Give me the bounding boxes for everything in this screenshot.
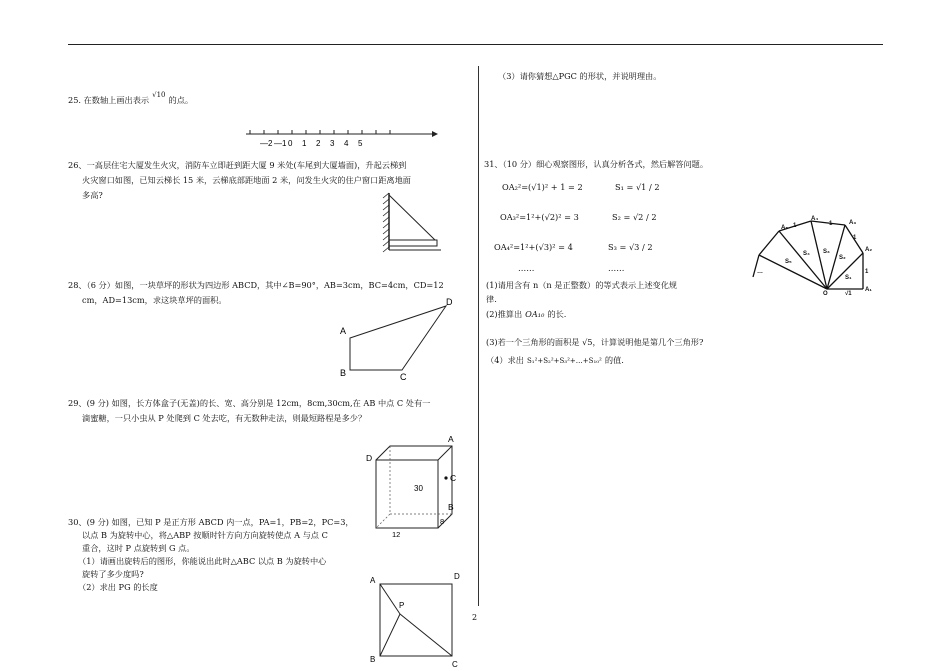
number-line-label: 4 xyxy=(344,139,349,148)
ladder-figure xyxy=(375,190,445,256)
svg-text:S₁: S₁ xyxy=(845,275,852,281)
svg-text:1: 1 xyxy=(853,235,857,241)
q31-eq-1-right: S₁ = √1 / 2 xyxy=(615,182,660,192)
q29-label-d: D xyxy=(366,453,373,463)
q26-text: 26、一高层住宅大厦发生火灾，消防车立即赶到距大厦 9 米处(车尾到大厦墙面)，升起云梯到 火灾窗口如图，已知云梯长 15 米，云梯底部距地面 2 米，问发生火灾的住户窗口距离地面 多高? xyxy=(68,160,411,200)
q31-part1: (1)请用含有 n（n 是正整数）的等式表示上述变化规 律. xyxy=(486,280,678,304)
svg-text:A₄: A₄ xyxy=(811,216,819,222)
q30-sub3: （3）请你猜想△PGC 的形状，并说明理由。 xyxy=(498,71,662,81)
q30-text: 30、(9 分) 如图，已知 P 是正方形 ABCD 内一点，PA=1，PB=2，PC=3， 以点 B 为旋转中心，将△ABP 按顺时针方向方向旋转使点 A 与点 C 重合，这时 P 点旋转到 G 点。 （1）请画出旋转后的图形，你能说出此时△ABC 以点 B 为旋转中心 旋转了多少度吗? （2）求出 PG 的长度 xyxy=(68,517,354,592)
q31-eq-2-left: OA₃²=1²+(√2)² = 3 xyxy=(500,212,579,222)
q28-label-c: C xyxy=(400,372,407,382)
svg-text:A₁: A₁ xyxy=(865,287,872,293)
svg-text:A₂: A₂ xyxy=(865,247,872,253)
q25-text: 25. 在数轴上画出表示 √10 的点。 xyxy=(68,91,194,105)
q30-label-c: C xyxy=(452,660,458,669)
number-line-label: —2 xyxy=(260,139,273,148)
column-divider xyxy=(478,66,479,606)
svg-text:S₂: S₂ xyxy=(839,255,846,261)
q30-label-b: B xyxy=(370,655,376,664)
q29-label-height: 30 xyxy=(414,484,423,493)
svg-text:S₃: S₃ xyxy=(823,249,830,255)
number-line-label: 2 xyxy=(316,139,321,148)
q31-part3: (3)若一个三角形的面积是 √5，计算说明他是第几个三角形? xyxy=(486,337,704,347)
svg-text:S₅: S₅ xyxy=(785,259,792,265)
page-number: 2 xyxy=(472,613,478,622)
q31-eq-3-right: S₃ = √3 / 2 xyxy=(608,242,653,252)
svg-text:A₅: A₅ xyxy=(781,225,789,231)
q29-label-a: A xyxy=(448,434,454,444)
quadrilateral-figure xyxy=(336,294,461,384)
q28-label-b: B xyxy=(340,368,347,378)
q31-eq-2-right: S₂ = √2 / 2 xyxy=(612,212,657,222)
q29-label-length: 12 xyxy=(392,530,401,539)
q31-part4: （4）求出 S₁²+S₂²+S₃²+…+S₁₀² 的值. xyxy=(486,355,624,365)
number-line-label: 0 xyxy=(288,139,293,148)
q31-title: 31、（10 分）细心观察图形，认真分析各式，然后解答问题。 xyxy=(484,159,709,169)
square-figure xyxy=(364,570,469,670)
q29-text: 29、(9 分) 如图，长方体盒子(无盖)的长、宽、高分别是 12cm，8cm,30cm,在 AB 中点 C 处有一 滴蜜糖，一只小虫从 P 处爬到 C 处去吃，有无数种走法，则最短路程是多少？ xyxy=(68,398,431,423)
number-line-label: 3 xyxy=(330,139,335,148)
svg-text:1: 1 xyxy=(793,223,797,229)
q28-label-a: A xyxy=(340,326,347,336)
q31-eq-3-left: OA₄²=1²+(√3)² = 4 xyxy=(494,242,573,252)
number-line-label: —1 xyxy=(274,139,287,148)
q30-label-p: P xyxy=(399,601,405,610)
svg-text:√1: √1 xyxy=(845,291,852,295)
box-figure xyxy=(362,430,467,540)
svg-text:…: … xyxy=(757,269,763,275)
number-line xyxy=(240,124,440,152)
q31-eq-1-left: OA₂²=(√1)² + 1 = 2 xyxy=(502,182,583,192)
q31-dots-right: …… xyxy=(608,263,625,273)
q29-label-width: 8 xyxy=(440,517,445,526)
q30-label-a: A xyxy=(370,576,376,585)
q29-label-b: B xyxy=(448,502,454,512)
q31-dots-left: …… xyxy=(518,263,535,273)
svg-text:O: O xyxy=(823,291,828,295)
q30-label-d: D xyxy=(454,572,460,581)
top-rule xyxy=(68,44,883,45)
svg-text:1: 1 xyxy=(829,221,833,227)
svg-text:A₃: A₃ xyxy=(849,220,857,226)
number-line-label: 1 xyxy=(302,139,307,148)
svg-text:S₄: S₄ xyxy=(803,251,810,257)
spiral-triangles-figure xyxy=(745,215,890,295)
q31-part2: (2)推算出 OA₁₀ 的长. xyxy=(486,309,567,319)
number-line-label: 5 xyxy=(358,139,363,148)
q29-label-c: C xyxy=(450,473,457,483)
svg-text:1: 1 xyxy=(865,269,869,275)
q28-label-d: D xyxy=(446,297,453,307)
q28-text: 28、（6 分）如图，一块草坪的形状为四边形 ABCD，其中∠B=90°，AB=3cm，BC=4cm，CD=12 cm，AD=13cm，求这块草坪的面积。 xyxy=(68,280,444,305)
